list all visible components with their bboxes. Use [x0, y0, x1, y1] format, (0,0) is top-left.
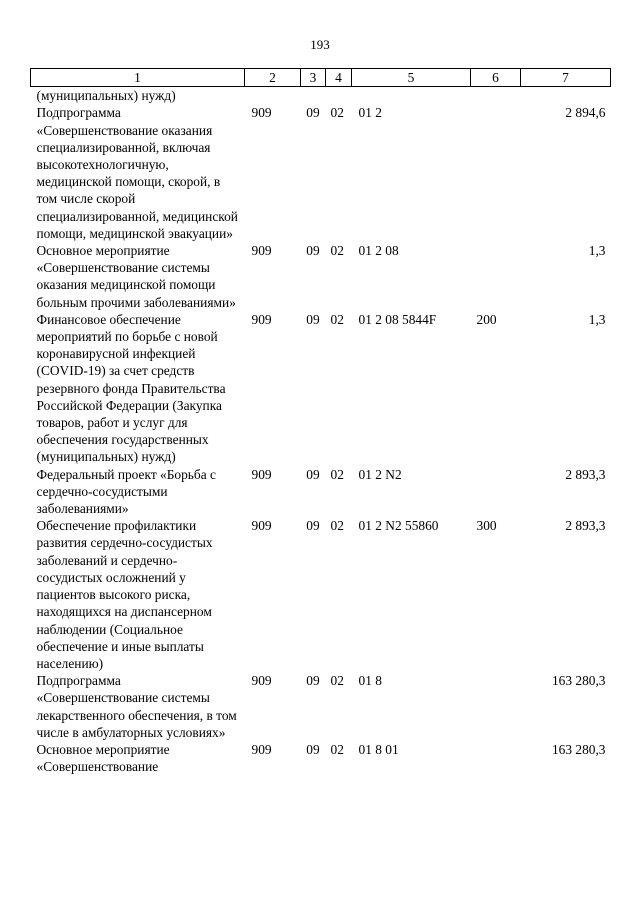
table-row	[31, 311, 611, 466]
row-section: 09	[306, 673, 320, 689]
table-row	[31, 466, 611, 518]
column-header-2: 2	[245, 69, 301, 87]
row-name: (муниципальных) нужд)	[36, 88, 176, 104]
row-section: 09	[306, 243, 320, 259]
column-header-7: 7	[521, 69, 611, 87]
row-expense-type	[471, 242, 521, 311]
row-amount	[521, 87, 611, 105]
row-amount: 1,3	[588, 243, 606, 259]
row-section	[301, 87, 326, 105]
table-row	[31, 672, 611, 741]
row-code: 909	[251, 518, 272, 534]
budget-table	[30, 68, 611, 775]
row-section: 09	[306, 741, 320, 757]
row-code: 909	[251, 243, 272, 259]
row-target-article: 01 2 N2	[358, 466, 402, 482]
row-code: 909	[251, 673, 272, 689]
row-target-article: 01 8 01	[358, 741, 399, 757]
table-row	[31, 87, 611, 105]
row-subsection: 02	[330, 243, 344, 259]
row-section: 09	[306, 466, 320, 482]
row-section: 09	[306, 518, 320, 534]
row-code: 909	[251, 311, 272, 327]
row-code: 909	[251, 105, 272, 121]
row-name: Основное мероприятие «Совершенствование	[36, 741, 170, 775]
header-row	[31, 69, 611, 87]
row-target-article: 01 8	[358, 673, 382, 689]
row-amount: 2 894,6	[565, 105, 606, 121]
row-expense-type	[471, 87, 521, 105]
column-header-4: 4	[326, 69, 352, 87]
row-subsection	[326, 87, 352, 105]
row-section: 09	[306, 105, 320, 121]
column-header-1: 1	[31, 69, 245, 87]
row-expense-type: 200	[476, 311, 497, 327]
row-amount: 163 280,3	[551, 673, 606, 689]
table-row	[31, 741, 611, 775]
table-row	[31, 242, 611, 311]
column-header-3: 3	[301, 69, 326, 87]
row-subsection: 02	[330, 741, 344, 757]
row-name: Федеральный проект «Борьба с сердечно-сосудистыми заболеваниями»	[36, 466, 216, 517]
row-name: Подпрограмма «Совершенствование оказания специализированной, включая высокотехнологичную, медицинской помощи, скорой, в том числе скорой специализированной, медицинской помощи, медицинской эвакуации»	[36, 105, 238, 241]
column-header-6: 6	[471, 69, 521, 87]
row-amount: 1,3	[588, 311, 606, 327]
row-code: 909	[251, 466, 272, 482]
row-amount: 163 280,3	[551, 741, 606, 757]
row-subsection: 02	[330, 518, 344, 534]
row-expense-type	[471, 466, 521, 518]
table-row	[31, 104, 611, 242]
row-name: Обеспечение профилактики развития сердечно-сосудистых заболеваний и сердечно-сосудистых осложнений у пациентов высокого риска, находящихся на диспансерном наблюдении (Социальное обеспечение и иные выплаты населению)	[36, 518, 213, 671]
row-subsection: 02	[330, 673, 344, 689]
column-header-5: 5	[352, 69, 471, 87]
table-row	[31, 517, 611, 672]
row-target-article: 01 2 N2 55860	[358, 518, 439, 534]
row-amount: 2 893,3	[565, 518, 606, 534]
row-code	[245, 87, 301, 105]
row-name: Подпрограмма «Совершенствование системы лекарственного обеспечения, в том числе в амбулаторных условиях»	[36, 673, 237, 740]
row-subsection: 02	[330, 105, 344, 121]
row-section: 09	[306, 311, 320, 327]
row-target-article: 01 2 08	[358, 243, 399, 259]
row-target-article: 01 2	[358, 105, 382, 121]
row-amount: 2 893,3	[565, 466, 606, 482]
row-target-article	[352, 87, 471, 105]
row-code: 909	[251, 741, 272, 757]
row-name: Финансовое обеспечение мероприятий по борьбе с новой коронавирусной инфекцией (COVID-19) за счет средств резервного фонда Правительства Российской Федерации (Закупка товаров, работ и услуг для обеспечения государственных (муниципальных) нужд)	[36, 311, 226, 465]
page-number: 193	[310, 37, 330, 52]
row-expense-type	[471, 741, 521, 775]
row-subsection: 02	[330, 311, 344, 327]
row-name: Основное мероприятие «Совершенствование системы оказания медицинской помощи больным прочими заболеваниями»	[36, 243, 236, 310]
row-target-article: 01 2 08 5844F	[358, 311, 437, 327]
row-subsection: 02	[330, 466, 344, 482]
row-expense-type	[471, 104, 521, 242]
row-expense-type	[471, 672, 521, 741]
row-expense-type: 300	[476, 518, 497, 534]
